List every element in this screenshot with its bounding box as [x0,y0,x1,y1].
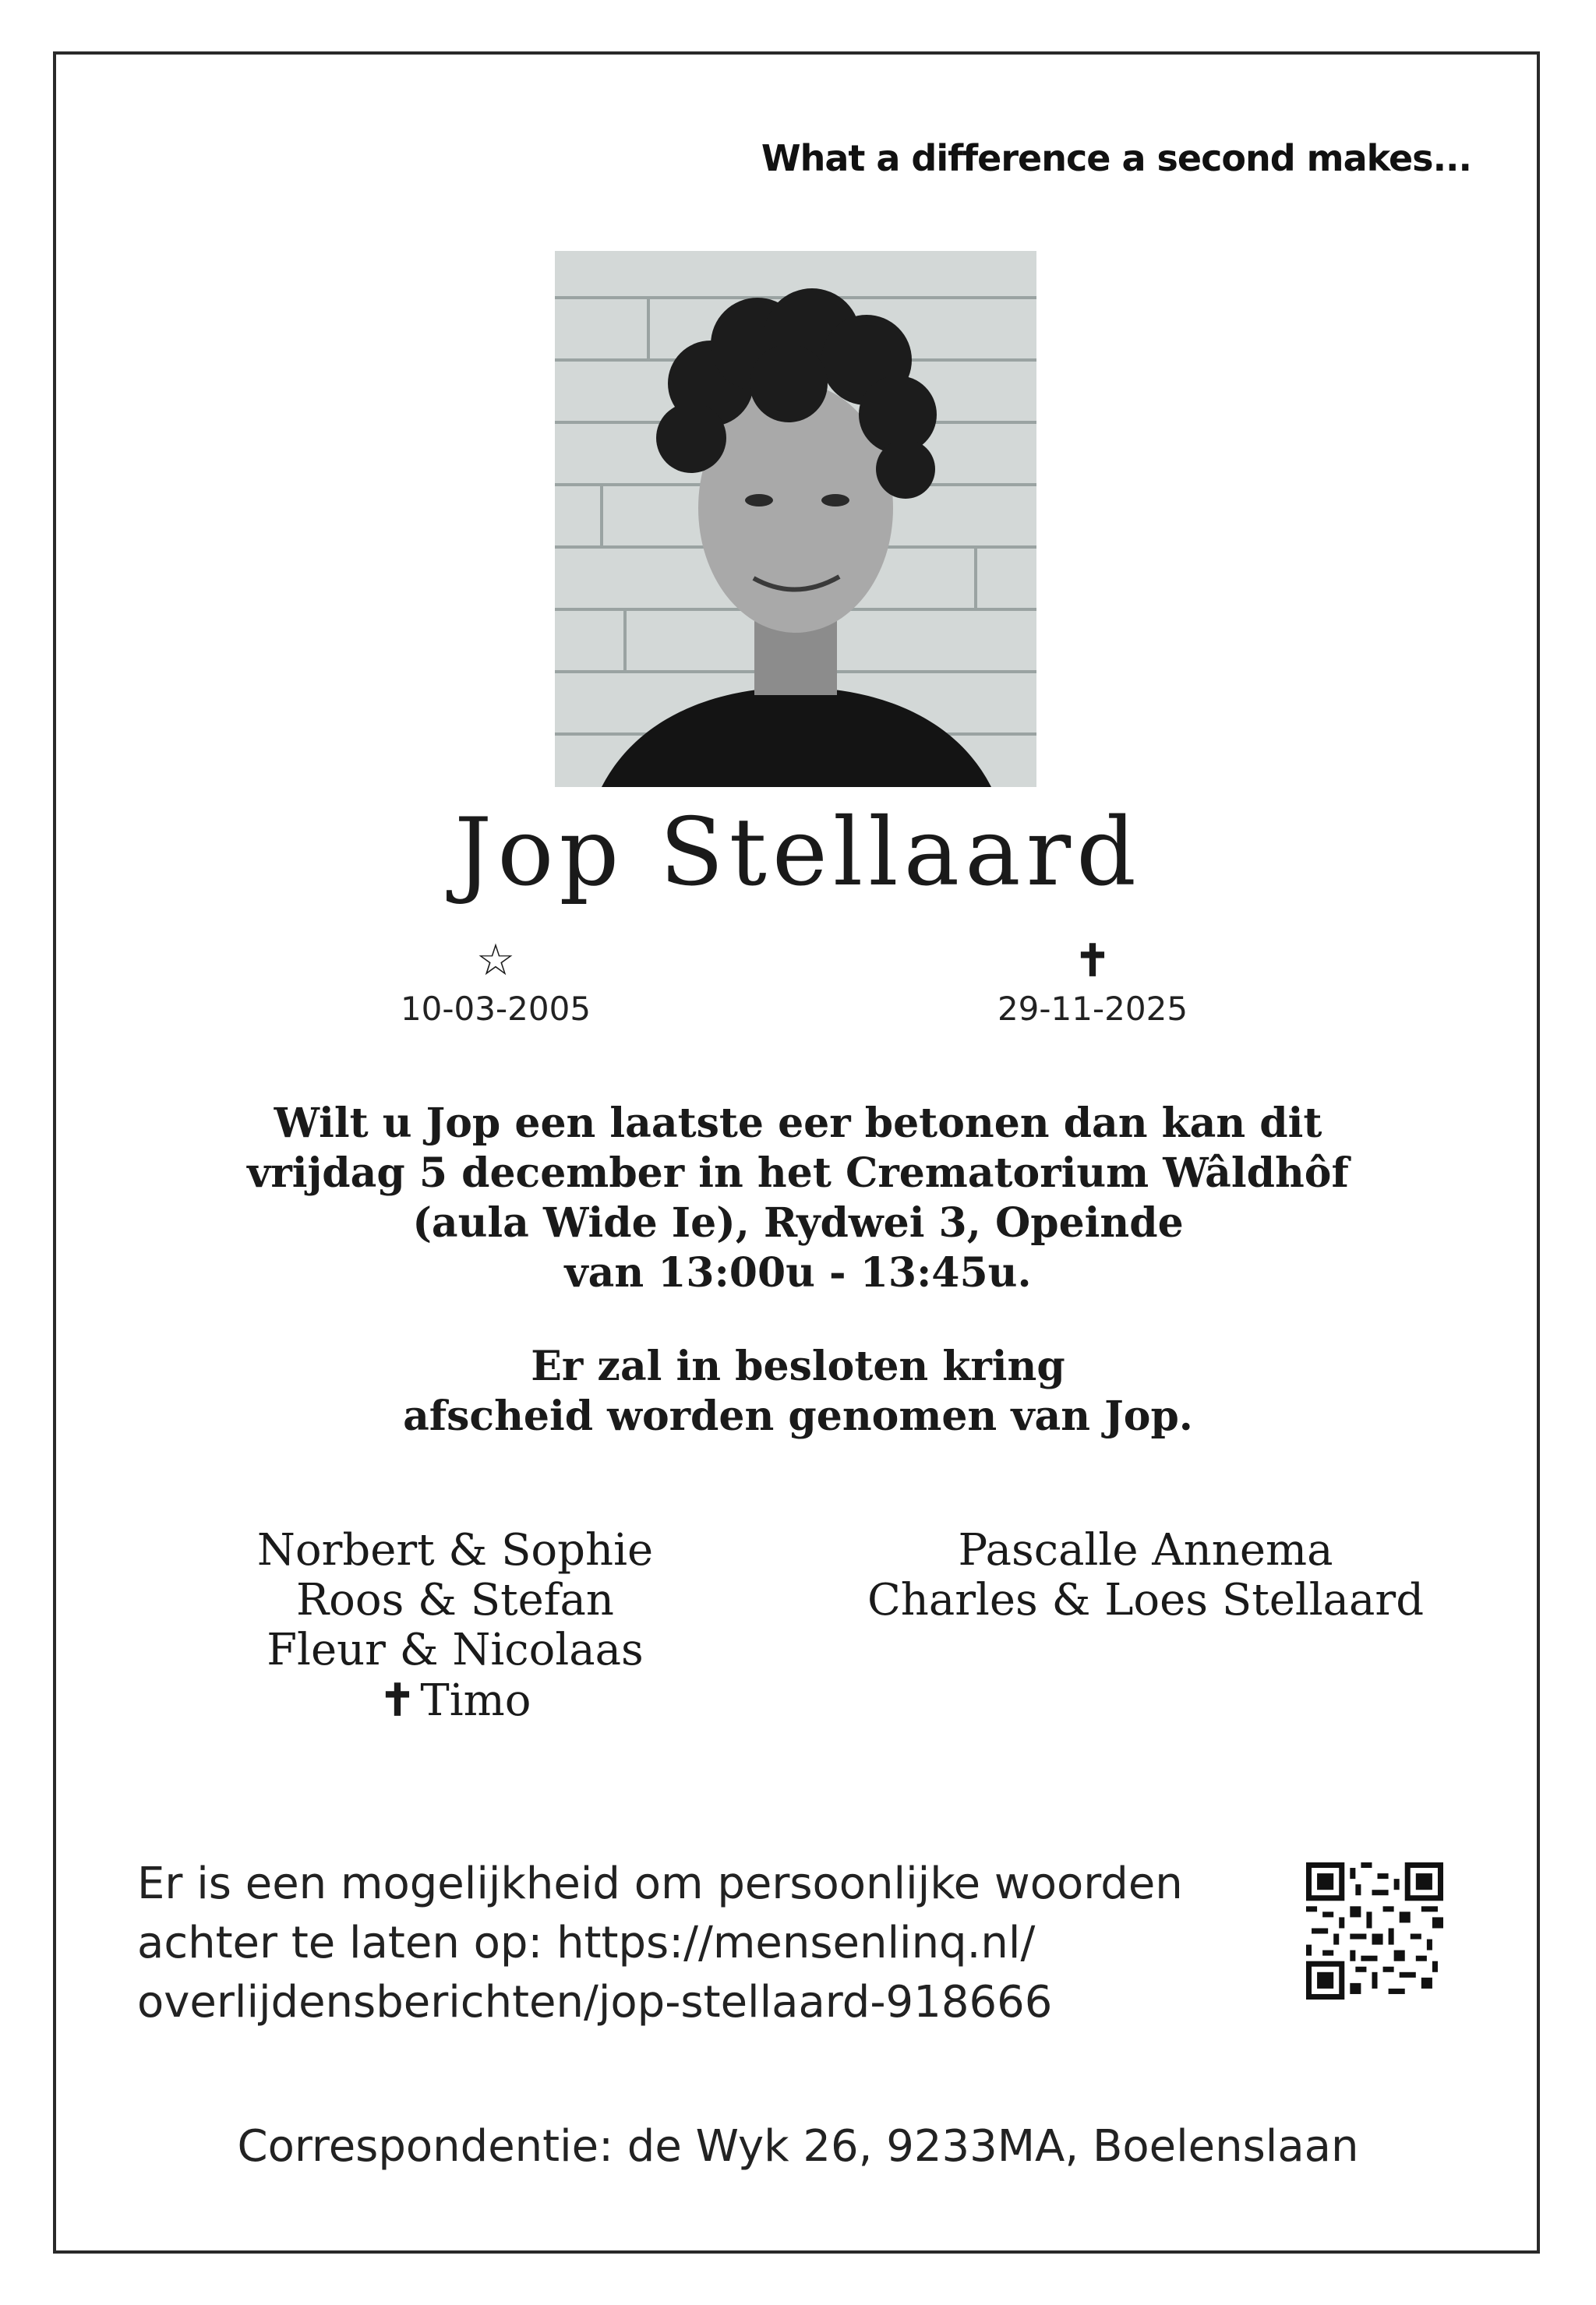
star-icon: ☆ [475,935,516,986]
family-name: Fleur & Nicolaas [267,1625,644,1675]
service-info [0,1099,1596,1298]
death-date: 29-11-2025 [997,990,1188,1028]
family-name: Timo [420,1675,531,1726]
family-name: Pascalle Annema [958,1525,1333,1576]
family-left [221,1526,689,1726]
portrait-photo [555,251,1036,787]
family-name: Roos & Stefan [296,1575,614,1626]
private-line: Er zal in besloten kring [531,1343,1065,1390]
message-line: achter te laten op: https://mensenlinq.nl/ [137,1918,1036,1968]
correspondence-address: Correspondentie: de Wyk 26, 9233MA, Boelenslaan [237,2121,1359,2172]
service-line: van 13:00u - 13:45u. [564,1249,1032,1297]
family-right [834,1526,1457,1626]
portrait-image [555,251,1036,787]
private-line: afscheid worden genomen van Jop. [403,1393,1193,1440]
qr-code[interactable] [1306,1862,1443,2000]
service-line: Wilt u Jop een laatste eer betonen dan kan dit [274,1100,1322,1147]
family-name-deceased [221,1675,689,1726]
deceased-name: Jop Stellaard [454,799,1142,907]
cross-icon: ✝ [379,1675,416,1726]
private-farewell [0,1342,1596,1442]
family-name: Norbert & Sophie [256,1525,654,1576]
quote-text: What a difference a second makes... [761,137,1471,179]
condolence-message [137,1855,1183,2032]
birth-date: 10-03-2005 [400,990,591,1028]
family-name: Charles & Loes Stellaard [867,1575,1425,1626]
cross-icon: ✝ [1074,935,1111,987]
service-line: vrijdag 5 december in het Crematorium Wâldhôf [247,1149,1349,1197]
message-line: Er is een mogelijkheid om persoonlijke woorden [137,1858,1183,1909]
service-line: (aula Wide Ie), Rydwei 3, Opeinde [412,1199,1184,1247]
message-line: overlijdensberichten/jop-stellaard-918666 [137,1977,1053,2028]
